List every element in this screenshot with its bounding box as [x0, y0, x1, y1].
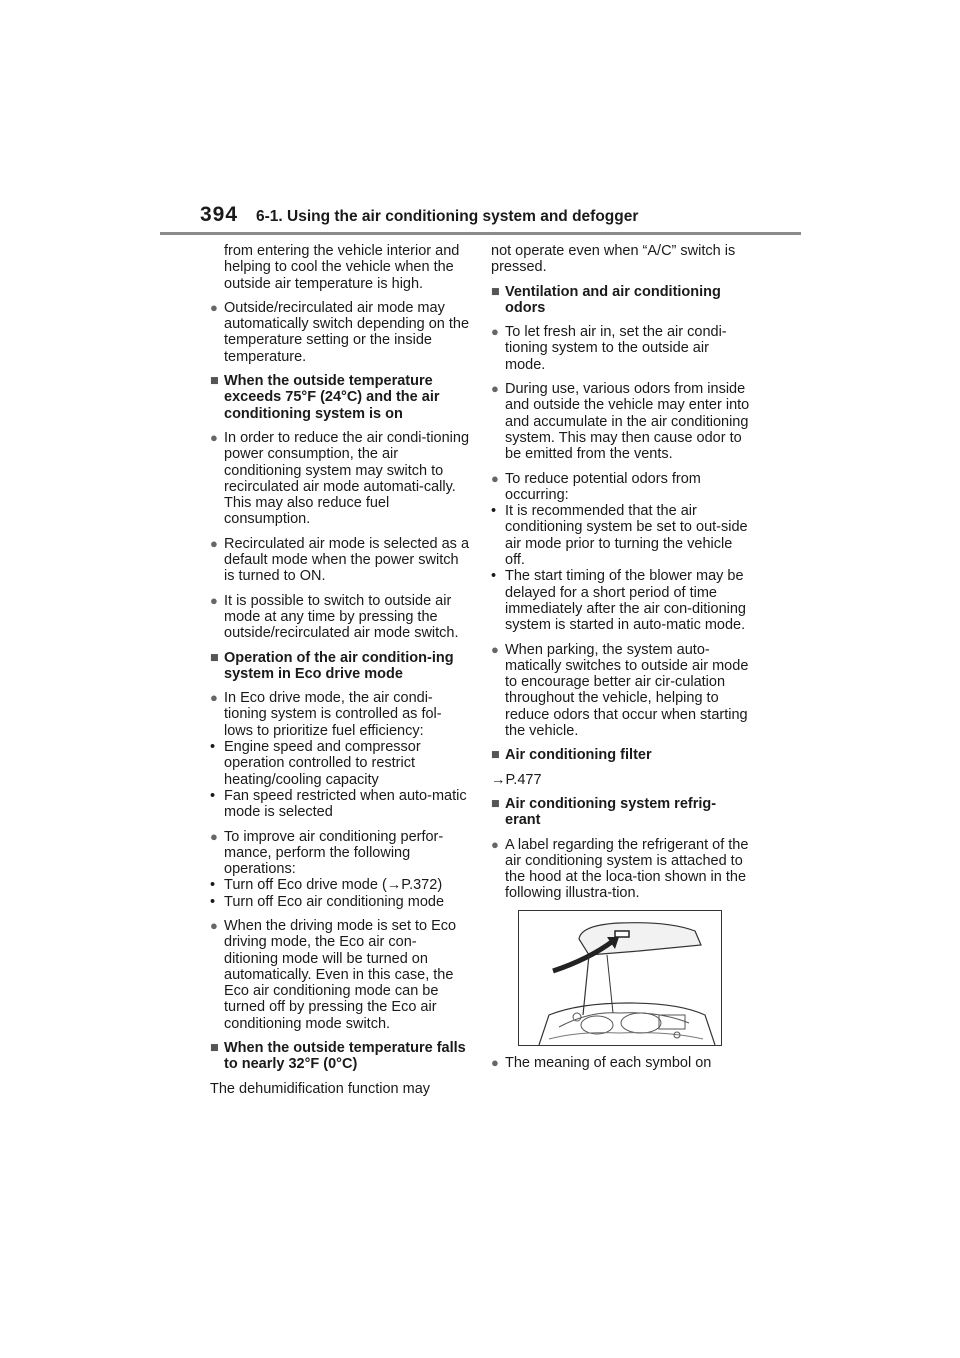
subsection-heading [491, 747, 751, 763]
bullet-item [491, 381, 751, 462]
bullet-icon: ● [210, 690, 218, 706]
bullet-icon: ● [491, 381, 499, 397]
dot-icon: • [210, 739, 216, 756]
heading-text: When the outside temperature falls to nearly 32°F (0°C) [224, 1040, 466, 1073]
bullet-item [210, 593, 470, 642]
bullet-item [210, 829, 470, 878]
page-header [0, 0, 960, 240]
page-reference-link[interactable]: Turn off Eco drive mode (→P.372) [224, 877, 443, 894]
left-column [210, 243, 470, 1105]
bullet-text: Recirculated air mode is selected as a default mode when the power switch is turned to ON. [224, 535, 470, 585]
bullet-text: During use, various odors from inside and outside the vehicle may enter into and accumulate in the air conditioning system. This may then cause odor to be emitted from the vents. [505, 381, 750, 463]
page-number: 394 [200, 203, 239, 226]
square-bullet-icon: ■ [210, 373, 219, 390]
dot-icon: • [210, 893, 216, 910]
dot-icon: • [491, 568, 497, 585]
square-bullet-icon: ■ [210, 649, 219, 666]
continued-paragraph: from entering the vehicle interior and helping to cool the vehicle when the outside air temperature is high. [224, 243, 460, 292]
sub-text: It is recommended that the air conditioning system be set to out-side air mode prior to turning the vehicle off. [505, 503, 748, 569]
bullet-text: When the driving mode is set to Eco driving mode, the Eco air con-ditioning mode will be turned on automatically. Even in this case, the Eco air conditioning mode can be turned off by pressing the Eco air conditioning mode switch. [224, 917, 457, 1032]
section-title: 6-1. Using the air conditioning system and defogger [256, 208, 639, 225]
sub-list [491, 503, 751, 633]
bullet-text: To reduce potential odors from occurring: [505, 470, 701, 503]
square-bullet-icon: ■ [491, 747, 500, 764]
bullet-item [491, 837, 751, 902]
square-bullet-icon: ■ [210, 1040, 219, 1057]
header-rule [160, 232, 801, 235]
bullet-text: In Eco drive mode, the air condi-tioning system is controlled as fol-lows to prioritize fuel efficiency: [224, 690, 442, 739]
subsection-heading [491, 284, 751, 317]
sub-item [491, 568, 751, 633]
sub-item [210, 894, 470, 910]
sub-list [210, 739, 470, 820]
bullet-icon: ● [491, 470, 499, 486]
square-bullet-icon: ■ [491, 795, 500, 812]
dot-icon: • [210, 877, 216, 894]
heading-text: Air conditioning filter [505, 747, 652, 764]
bullet-icon: ● [210, 535, 218, 551]
sub-item [210, 739, 470, 788]
bullet-item [210, 300, 470, 365]
bullet-text: The meaning of each symbol on [505, 1054, 712, 1071]
bullet-icon: ● [491, 641, 499, 657]
bullet-text: It is possible to switch to outside air mode at any time by pressing the outside/recirculated air mode switch. [224, 592, 459, 642]
heading-text: Operation of the air condition-ing system in Eco drive mode [224, 649, 454, 682]
bullet-item [491, 642, 751, 740]
bullet-text: To improve air conditioning perfor-mance, perform the following operations: [224, 828, 444, 878]
sub-text: Fan speed restricted when auto-matic mode is selected [224, 787, 467, 821]
bullet-item [210, 918, 470, 1032]
bullet-icon: ● [210, 429, 218, 445]
bullet-text: A label regarding the refrigerant of the air conditioning system is attached to the hood at the loca-tion shown in the following illustra-tion. [505, 836, 749, 902]
trailing-paragraph: The dehumidification function may [210, 1080, 431, 1097]
dot-icon: • [491, 503, 497, 520]
bullet-icon: ● [491, 324, 499, 340]
bullet-icon: ● [210, 592, 218, 608]
heading-text: Air conditioning system refrig-erant [505, 795, 717, 829]
bullet-item [491, 471, 751, 504]
bullet-icon: ● [210, 917, 218, 933]
bullet-text: When parking, the system auto-matically switches to outside air mode to encourage better air cir-culation throughout the vehicle, helping to reduce odors that occur when starting the vehicle. [505, 641, 749, 740]
sub-text: Engine speed and compressor operation controlled to restrict heating/cooling capacity [224, 739, 421, 788]
page-reference-link[interactable]: →P.477 [491, 771, 542, 788]
engine-bay-illustration [519, 911, 721, 1045]
subsection-heading [210, 373, 470, 422]
bullet-icon: ● [491, 836, 499, 852]
heading-text: When the outside temperature exceeds 75°F (24°C) and the air conditioning system is on [224, 373, 440, 422]
sub-item [210, 877, 470, 893]
bullet-text: Outside/recirculated air mode may automatically switch depending on the temperature setting or the inside temperature. [224, 299, 470, 365]
bullet-text: In order to reduce the air condi-tioning power consumption, the air conditioning system may switch to recirculated air mode automati-cally. This may also reduce fuel consumption. [224, 429, 470, 528]
bullet-text: To let fresh air in, set the air condi-tioning system to the outside air mode. [505, 324, 727, 373]
bullet-icon: ● [210, 828, 218, 844]
continued-paragraph: not operate even when “A/C” switch is pressed. [491, 243, 736, 276]
sub-text: The start timing of the blower may be delayed for a short period of time immediately after the air con-ditioning system is started in auto-matic mode. [505, 568, 746, 634]
sub-list [210, 877, 470, 910]
subsection-heading [210, 1040, 470, 1073]
refrigerant-label-mark [615, 931, 629, 937]
dot-icon: • [210, 787, 216, 804]
heading-text: Ventilation and air conditioning odors [505, 283, 721, 316]
bullet-item [491, 324, 751, 373]
bullet-item [491, 1055, 751, 1071]
square-bullet-icon: ■ [491, 283, 500, 300]
right-column [491, 243, 751, 1079]
subsection-heading [210, 650, 470, 683]
bullet-icon: ● [210, 299, 218, 315]
sub-text: Turn off Eco air conditioning mode [224, 893, 445, 910]
sub-item [491, 503, 751, 568]
bullet-icon: ● [491, 1054, 499, 1070]
hood-label-illustration [518, 910, 722, 1046]
sub-item [210, 788, 470, 821]
bullet-item [210, 536, 470, 585]
subsection-heading [491, 796, 751, 829]
bullet-item [210, 430, 470, 528]
bullet-item [210, 690, 470, 739]
